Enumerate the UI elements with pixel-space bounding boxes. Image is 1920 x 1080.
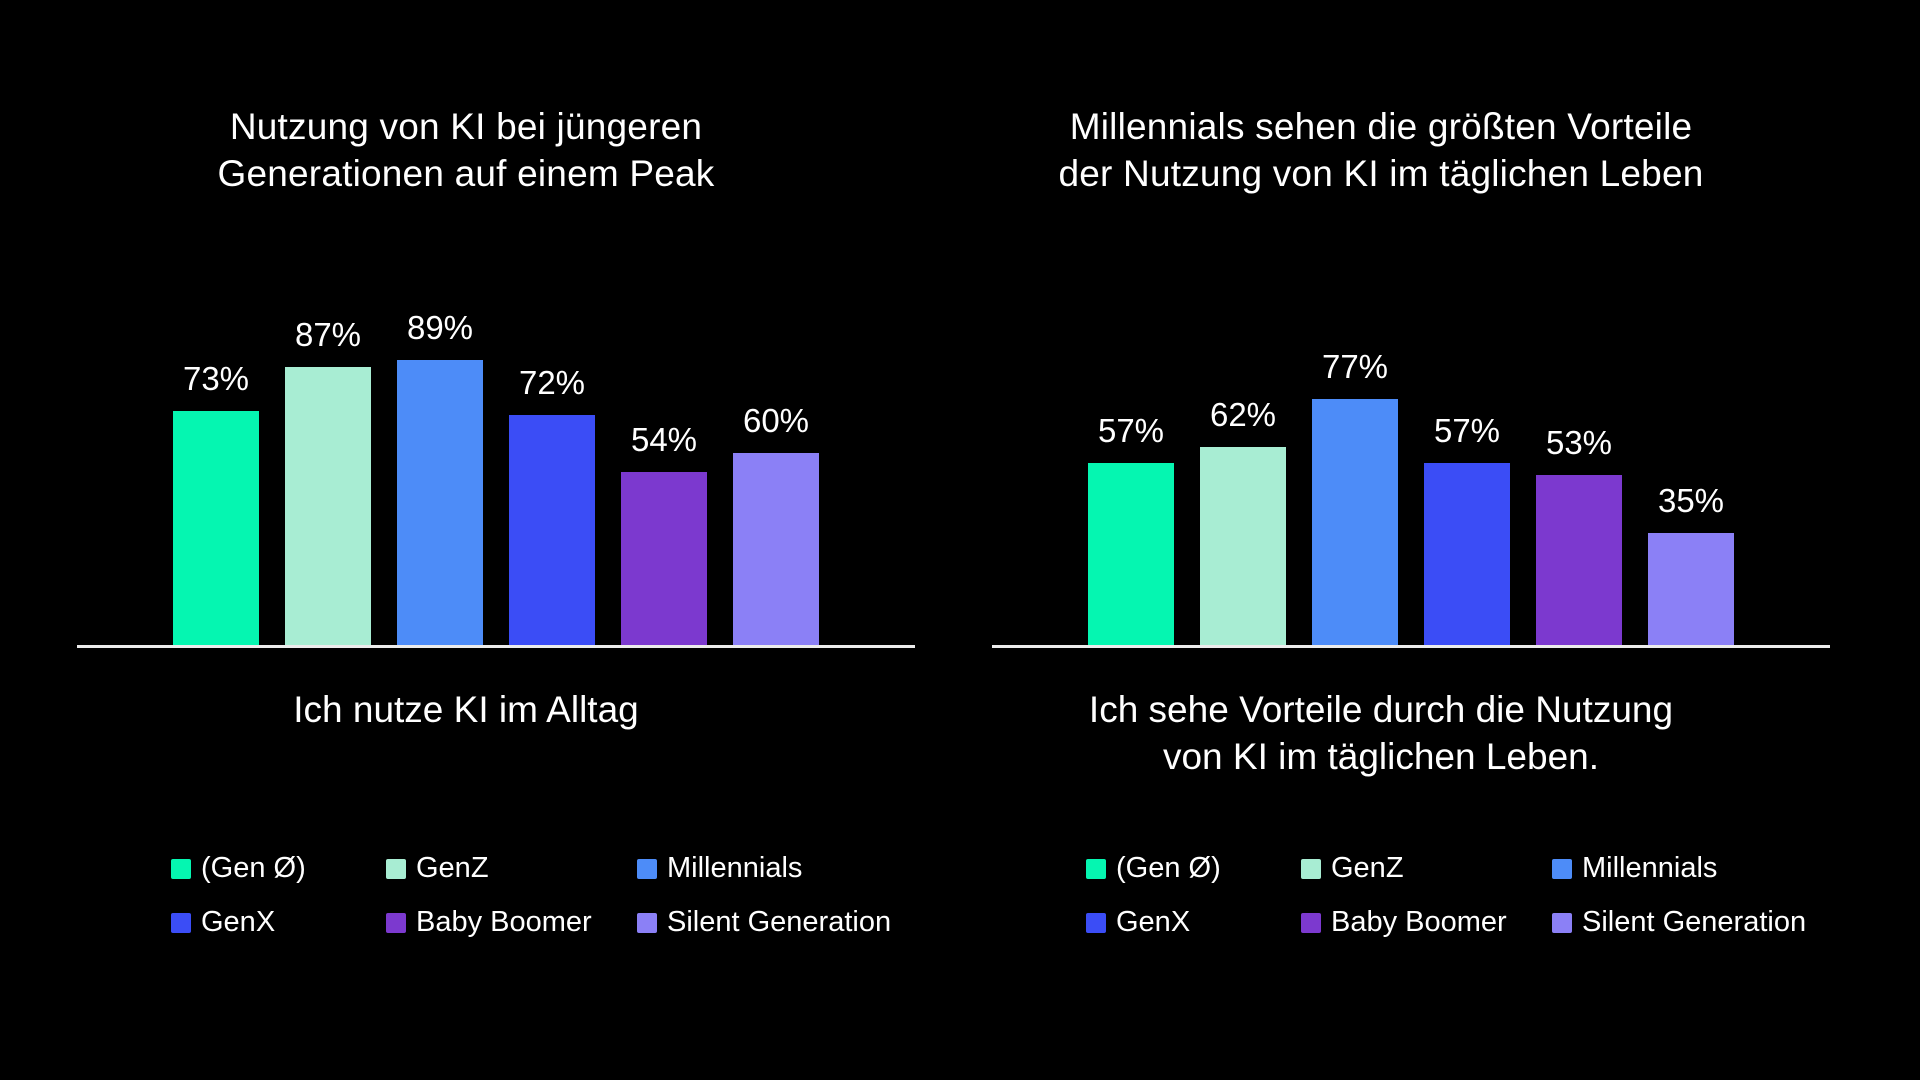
x-axis-label-line: von KI im täglichen Leben.: [1162, 736, 1600, 777]
x-axis-label-line: Ich nutze KI im Alltag: [293, 689, 639, 730]
bar-value-label: 35%: [1657, 482, 1725, 519]
legend-label: Silent Generation: [1582, 906, 1807, 938]
legend-item-millennials: [637, 850, 915, 887]
bar-series: [992, 280, 1830, 645]
chart-title-line: Generationen auf einem Peak: [217, 153, 715, 194]
legend-item--gen-: [1086, 850, 1301, 887]
legend-label: GenX: [201, 906, 276, 938]
legend-swatch-icon: [1301, 913, 1321, 933]
legend-item-genz: [386, 850, 637, 887]
bar: [1200, 447, 1286, 645]
chart-right-ki-vorteile: [992, 0, 1830, 1080]
bar: [1536, 475, 1622, 645]
legend-label: Baby Boomer: [1331, 906, 1507, 938]
bar: [173, 411, 259, 645]
legend-item-genx: [1086, 904, 1301, 941]
legend-label: Millennials: [1582, 852, 1718, 884]
legend-swatch-icon: [171, 859, 191, 879]
x-axis-line: [77, 645, 915, 648]
legend-swatch-icon: [386, 913, 406, 933]
legend-item-silent-generation: [637, 904, 915, 941]
bar: [1648, 533, 1734, 645]
bar-value-label: 57%: [1097, 411, 1165, 449]
legend-swatch-icon: [386, 859, 406, 879]
bar-group-genx: [509, 364, 595, 645]
legend-item-silent-generation: [1552, 904, 1830, 941]
chart-title-line: der Nutzung von KI im täglichen Leben: [1058, 153, 1704, 194]
legend-swatch-icon: [637, 859, 657, 879]
bar-value-label: 73%: [182, 360, 250, 398]
legend-swatch-icon: [1552, 913, 1572, 933]
chart-title-line: Millennials sehen die größten Vorteile: [1069, 106, 1693, 147]
legend-label: GenZ: [1331, 852, 1404, 884]
x-axis-line: [992, 645, 1830, 648]
x-axis-label: [47, 686, 885, 733]
chart-title: [962, 103, 1800, 197]
legend-swatch-icon: [637, 913, 657, 933]
legend-swatch-icon: [1552, 859, 1572, 879]
legend-swatch-icon: [1301, 859, 1321, 879]
bar-group--gen-: [1088, 412, 1174, 645]
x-axis-label-line: Ich sehe Vorteile durch die Nutzung: [1088, 689, 1674, 730]
legend-label: Silent Generation: [667, 906, 892, 938]
bar: [397, 360, 483, 645]
bar: [621, 472, 707, 645]
bar-group-millennials: [1312, 348, 1398, 645]
bar: [285, 367, 371, 645]
bar-group-genx: [1424, 412, 1510, 645]
legend-label: Millennials: [667, 852, 803, 884]
bar-value-label: 53%: [1545, 424, 1613, 462]
chart-left-ki-nutzung: [77, 0, 915, 1080]
x-axis-label: [962, 686, 1800, 780]
bar-value-label: 57%: [1433, 411, 1501, 449]
chart-title-line: Nutzung von KI bei jüngeren: [229, 106, 703, 147]
legend-item-genx: [171, 904, 386, 941]
bar-group-genz: [285, 316, 371, 645]
legend-swatch-icon: [1086, 859, 1106, 879]
bar: [1312, 399, 1398, 645]
bar-group-silent-generation: [1648, 482, 1734, 645]
legend-label: GenZ: [416, 852, 489, 884]
legend-label: (Gen Ø): [1116, 852, 1221, 884]
plot-area: [992, 280, 1830, 648]
bar-group-silent-generation: [733, 402, 819, 645]
bar-value-label: 77%: [1321, 347, 1389, 385]
bar-value-label: 87%: [294, 315, 362, 353]
legend-item-baby-boomer: [1301, 904, 1552, 941]
bar-group-baby-boomer: [621, 421, 707, 645]
charts-row: [77, 0, 1830, 1080]
legend: [171, 850, 915, 941]
bar: [1424, 463, 1510, 645]
legend-item-baby-boomer: [386, 904, 637, 941]
bar-value-label: 62%: [1209, 395, 1277, 433]
chart-title: [47, 103, 885, 197]
bar-value-label: 89%: [406, 309, 474, 347]
legend-label: Baby Boomer: [416, 906, 592, 938]
legend-label: (Gen Ø): [201, 852, 306, 884]
bar-group-baby-boomer: [1536, 424, 1622, 645]
bar: [509, 415, 595, 645]
bar-group-millennials: [397, 309, 483, 645]
bar-group-genz: [1200, 396, 1286, 645]
legend-swatch-icon: [1086, 913, 1106, 933]
legend-label: GenX: [1116, 906, 1191, 938]
legend-item-millennials: [1552, 850, 1830, 887]
bar: [733, 453, 819, 645]
legend-swatch-icon: [171, 913, 191, 933]
bar-value-label: 60%: [742, 402, 810, 439]
bar-series: [77, 280, 915, 645]
plot-area: [77, 280, 915, 648]
bar-group--gen-: [173, 360, 259, 645]
bar: [1088, 463, 1174, 645]
legend-item--gen-: [171, 850, 386, 887]
bar-value-label: 54%: [630, 421, 698, 459]
legend-item-genz: [1301, 850, 1552, 887]
bar-value-label: 72%: [518, 363, 586, 401]
legend: [1086, 850, 1830, 941]
